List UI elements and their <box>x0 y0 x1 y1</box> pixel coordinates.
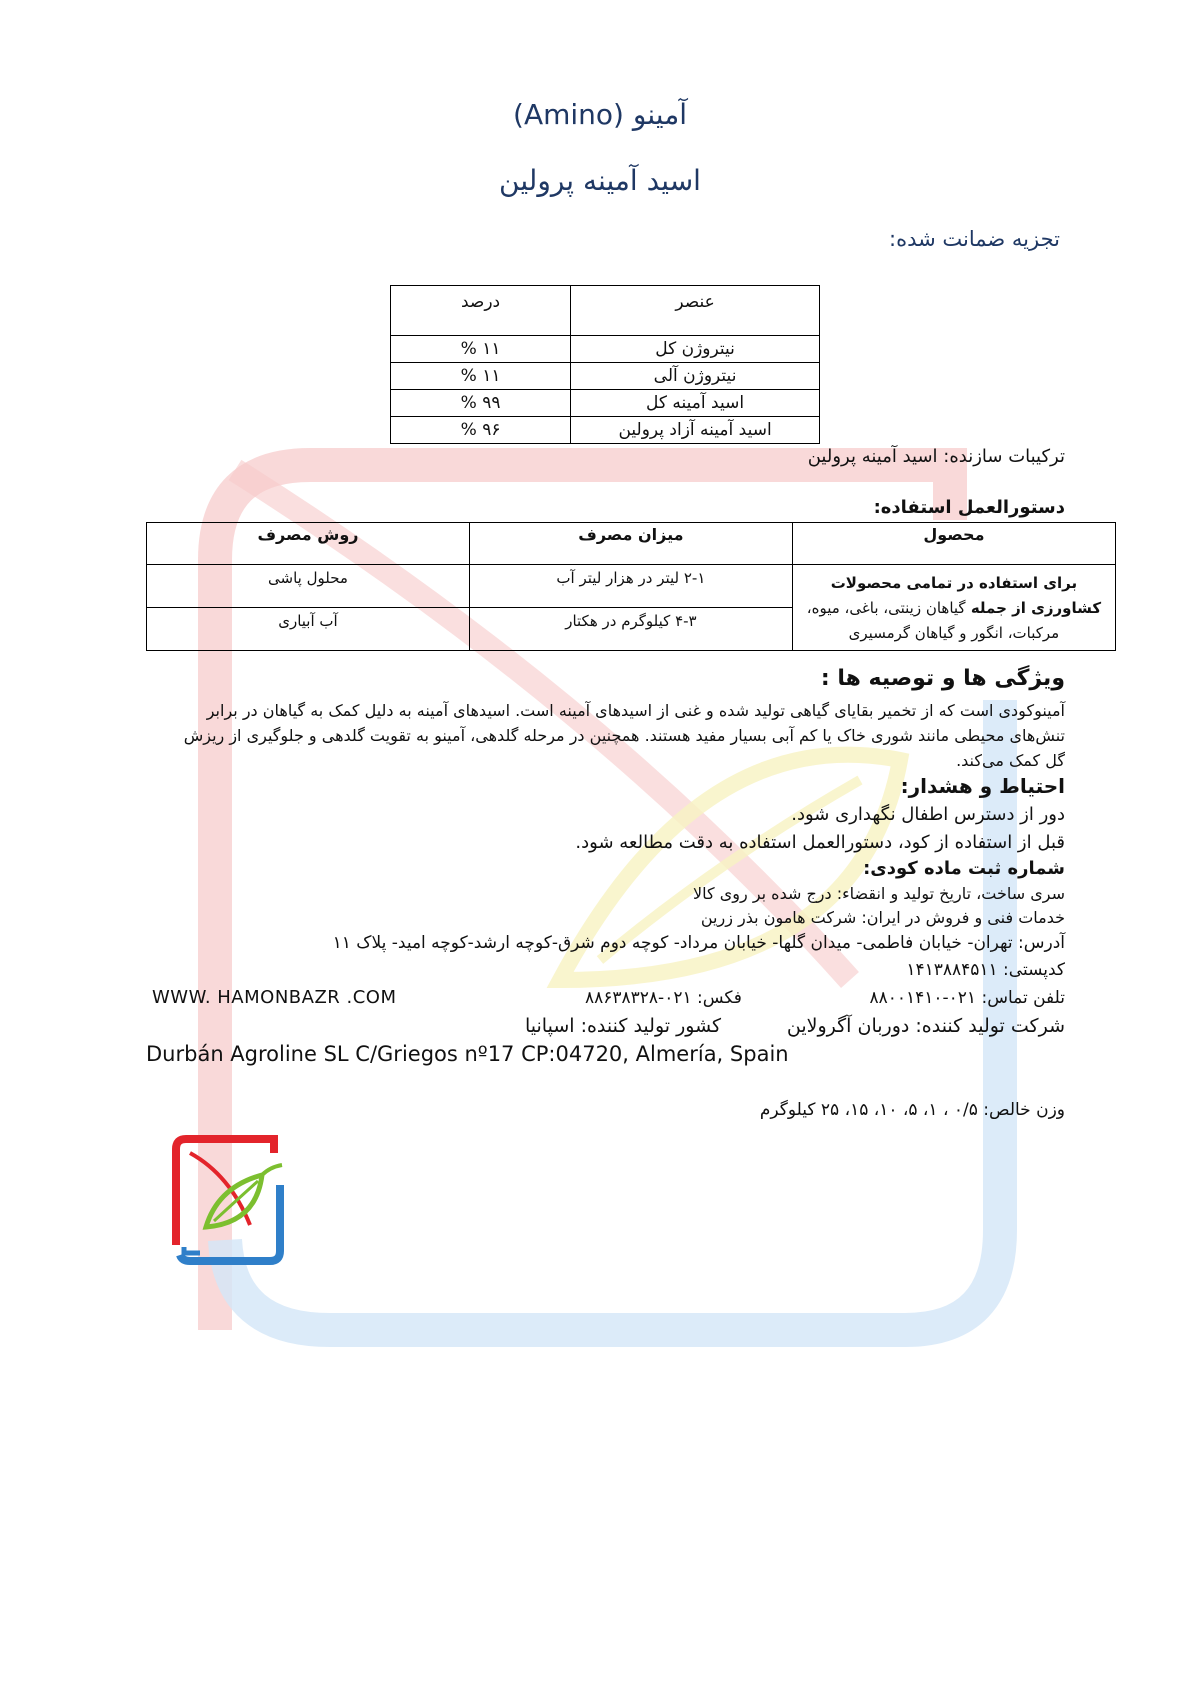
column-header: میزان مصرف <box>469 523 792 565</box>
phone-number: تلفن تماس: ۰۲۱-۸۸۰۰۱۴۱۰ <box>869 988 1065 1008</box>
table-row <box>391 336 820 363</box>
method-cell: محلول پاشی <box>147 565 470 608</box>
table-header-row <box>391 286 820 336</box>
caution-heading: احتیاط و هشدار: <box>900 774 1065 798</box>
analysis-heading: تجزیه ضمانت شده: <box>889 227 1060 251</box>
ingredients-text: ترکیبات سازنده: اسید آمینه پرولین <box>807 446 1065 467</box>
element-cell: اسید آمینه آزاد پرولین <box>571 417 820 444</box>
column-header: روش مصرف <box>147 523 470 565</box>
country-info: کشور تولید کننده: اسپانیا <box>525 1015 722 1037</box>
method-cell: آب آبیاری <box>147 608 470 651</box>
column-header: عنصر <box>571 286 820 336</box>
fax-number: فکس: ۰۲۱-۸۸۶۳۸۳۲۸ <box>585 988 742 1008</box>
company-logo <box>170 1135 290 1265</box>
table-row <box>147 565 1116 608</box>
analysis-table <box>390 285 820 444</box>
caution-line: قبل از استفاده از کود، دستورالعمل استفاده به دقت مطالعه شود. <box>575 832 1065 853</box>
rate-cell: ۲-۱ لیتر در هزار لیتر آب <box>469 565 792 608</box>
percent-cell: ۱۱ % <box>391 336 571 363</box>
producer-info: شرکت تولید کننده: دوربان آگرولاین <box>786 1015 1065 1037</box>
batch-info: سری ساخت، تاریخ تولید و انقضاء: درج شده بر روی کالا <box>693 884 1065 903</box>
caution-line: دور از دسترس اطفال نگهداری شود. <box>791 804 1065 825</box>
table-header-row <box>147 523 1116 565</box>
percent-cell: ۹۶ % <box>391 417 571 444</box>
product-cell <box>792 565 1115 651</box>
percent-cell: ۹۹ % <box>391 390 571 417</box>
percent-cell: ۱۱ % <box>391 363 571 390</box>
element-cell: اسید آمینه کل <box>571 390 820 417</box>
services-info: خدمات فنی و فروش در ایران: شرکت هامون بذر زرین <box>700 908 1065 927</box>
product-plain-text: گیاهان زینتی، باغی، میوه، مرکبات، انگور و گیاهان گرمسیری <box>806 599 1060 642</box>
product-title: آمینو (Amino) <box>513 98 687 131</box>
features-heading: ویژگی ها و توصیه ها : <box>820 666 1065 691</box>
website-link[interactable]: WWW. HAMONBAZR .COM <box>152 987 397 1008</box>
element-cell: نیتروژن آلی <box>571 363 820 390</box>
postal-code: کدپستی: ۱۴۱۳۸۸۴۵۱۱ <box>906 960 1065 980</box>
net-weight: وزن خالص: ۰/۵ ، ۱، ۵، ۱۰، ۱۵، ۲۵ کیلوگرم <box>759 1100 1065 1120</box>
product-bold-text: برای استفاده در تمامی محصولات کشاورزی از جمله <box>830 574 1102 617</box>
features-text: آمینوکودی است که از تخمیر بقایای گیاهی تولید شده و غنی از اسیدهای آمینه است. اسیدهای آمینه به دلیل کمک به گیاهان در برابر تنش‌های محیطی مانند شوری خاک یا کم آبی بسیار مفید هستند. همچنین در مرحله گلدهی، آمینو به تقویت گلدهی و جلوگیری از ریزش گل کمک می‌کند. <box>183 701 1065 770</box>
usage-heading: دستورالعمل استفاده: <box>873 497 1065 518</box>
column-header: محصول <box>792 523 1115 565</box>
rate-cell: ۴-۳ کیلوگرم در هکتار <box>469 608 792 651</box>
element-cell: نیتروژن کل <box>571 336 820 363</box>
table-row <box>391 363 820 390</box>
usage-table <box>146 522 1116 651</box>
address-info: آدرس: تهران- خیابان فاطمی- میدان گلها- خیابان مرداد- کوچه دوم شرق-کوچه ارشد-کوچه امید- پلاک ۱۱ <box>332 933 1065 953</box>
table-row <box>391 417 820 444</box>
registration-heading: شماره ثبت ماده کودی: <box>863 858 1065 879</box>
table-row <box>391 390 820 417</box>
product-subtitle: اسید آمینه پرولین <box>499 164 701 197</box>
english-address: Durbán Agroline SL C/Griegos nº17 CP:04720, Almería, Spain <box>146 1042 789 1066</box>
column-header: درصد <box>391 286 571 336</box>
